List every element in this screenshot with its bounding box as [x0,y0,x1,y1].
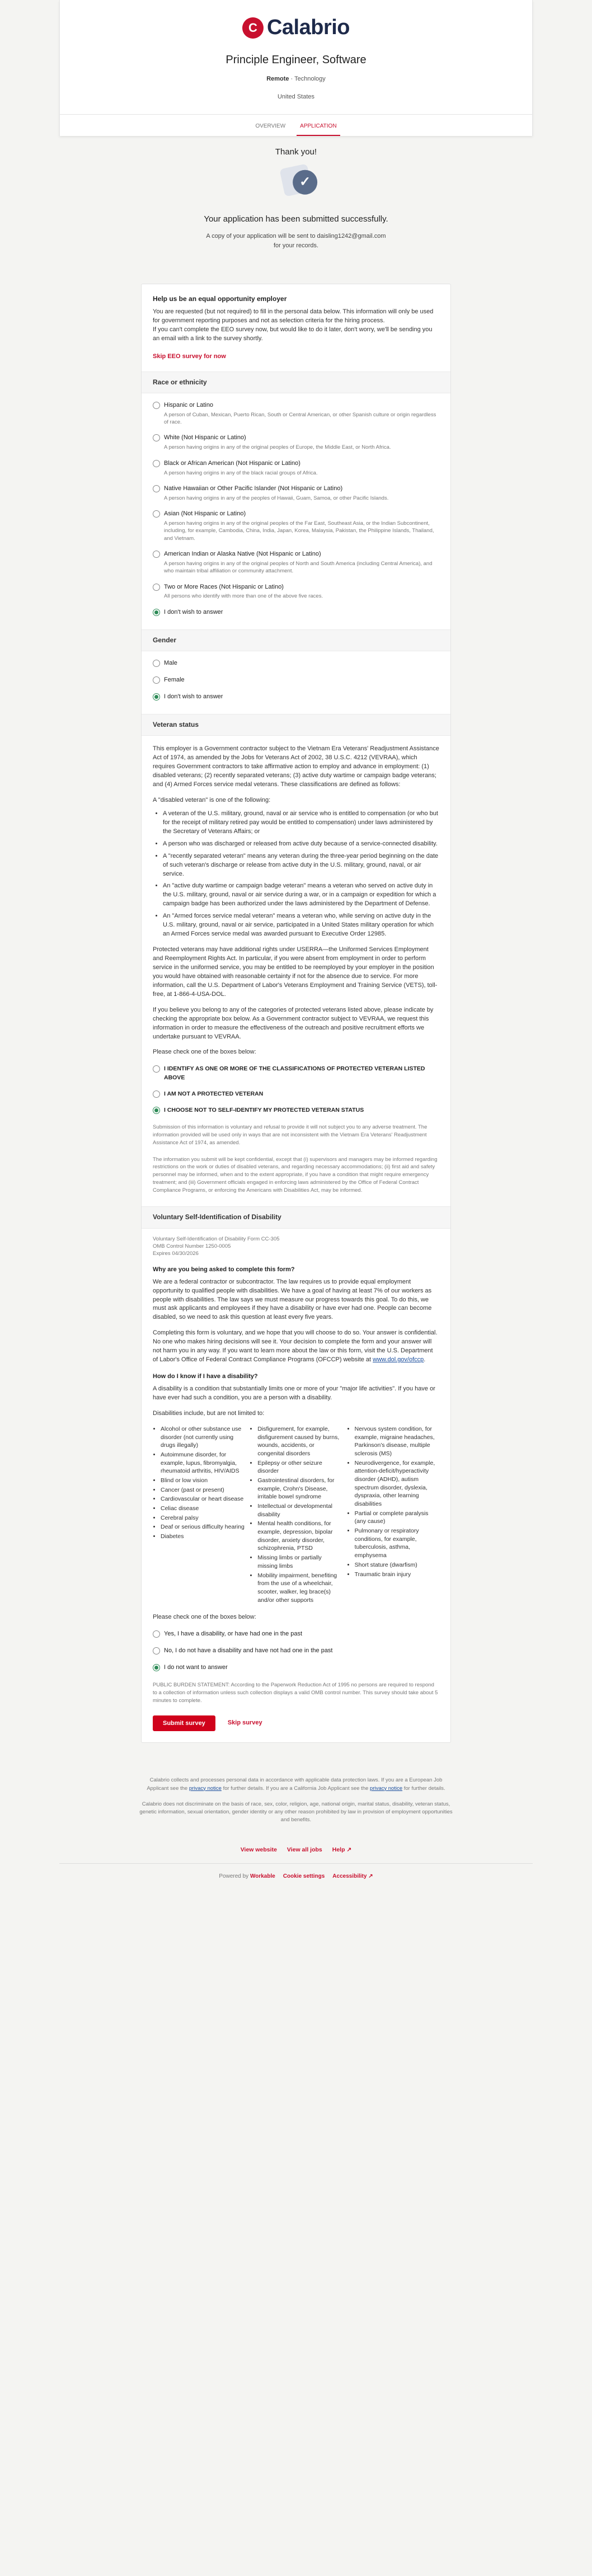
option-label: Female [164,676,185,684]
race-option[interactable] [153,550,439,575]
list-item: • An "Armed forces service medal veteran" means a veteran who, while serving on active duty in the U.S. military, ground, naval or air service, participated in a United States military operation for which an Armed Forces service medal was awarded pursuant to Executive Order 12985. [163,912,439,939]
option-label: American Indian or Alaska Native (Not Hispanic or Latino) [164,551,321,557]
veteran-option-selected[interactable] [153,1106,439,1115]
option-label: Two or More Races (Not Hispanic or Latino) [164,583,284,590]
veteran-options [153,1065,439,1115]
disability-option-selected[interactable] [153,1663,439,1672]
list-item: • Cardiovascular or heart disease [161,1495,245,1503]
job-title: Principle Engineer, Software [225,54,367,67]
option-desc: A person having origins in any of the original peoples of North and South America (including Central America), and who maintain tribal affiliation or community attachment. [164,560,433,575]
option-label: I IDENTIFY AS ONE OR MORE OF THE CLASSIFICATIONS OF PROTECTED VETERAN LISTED ABOVE [164,1065,425,1081]
veteran-p4: If you believe you belong to any of the categories of protected veterans listed above, please indicate by checking the appropriate box below. As a Government contractor subject to VEVRAA, we request this information in order to measure the effectiveness of the outreach and positive recruitment efforts we undertake pursuant to VEVRAA. [153,1006,434,1040]
powered-by-label: Powered by [219,1873,249,1879]
disability-option[interactable] [153,1630,439,1639]
gender-option[interactable] [153,676,439,685]
list-item: • Diabetes [161,1533,245,1541]
tab-overview[interactable]: OVERVIEW [255,123,286,129]
list-item: • Mobility impairment, benefiting from the use of a wheelchair, scooter, walker, leg brace(s) and/or other supports [257,1572,342,1605]
thanks-heading: Thank you! [275,147,317,157]
option-desc: A person having origins in any of the black racial groups of Africa. [164,469,318,476]
list-item: • A "recently separated veteran" means any veteran during the three-year period beginning on the date of such veteran's discharge or release from active duty in the U.S. military, ground, naval, or air service. [163,852,439,879]
omb-number: OMB Control Number 1250-0005 [153,1243,231,1250]
footer-divider [59,1863,533,1864]
disability-form-meta [153,1235,439,1258]
list-item: • Short stature (dwarfism) [355,1561,439,1569]
radio-icon[interactable] [153,402,160,409]
option-label: Native Hawaiian or Other Pacific Islander (Not Hispanic or Latino) [164,485,343,492]
footer [59,1776,533,1881]
list-item: • Disfigurement, for example, disfigurement caused by burns, wounds, accidents, or congenital disorders [257,1425,342,1458]
card-shape [279,163,312,196]
option-label: I AM NOT A PROTECTED VETERAN [164,1090,264,1097]
external-link-icon: ↗ [368,1873,373,1879]
radio-selected-icon[interactable] [153,609,160,616]
radio-icon[interactable] [153,485,160,492]
check-glyph: ✓ [299,174,311,190]
workable-link[interactable]: Workable [250,1873,275,1879]
list-item: • Deaf or serious difficulty hearing [161,1523,245,1531]
disability-list [153,1424,439,1604]
radio-icon[interactable] [153,434,160,441]
race-option-selected[interactable] [153,608,439,617]
disability-options [153,1630,439,1672]
brand-name: Calabrio [266,16,350,39]
skip-eeo-link[interactable]: Skip EEO survey for now [153,352,226,360]
option-label: Asian (Not Hispanic or Latino) [164,510,246,518]
radio-icon[interactable] [153,460,160,467]
option-label: Yes, I have a disability, or have had one in the past [164,1630,303,1638]
list-item: • Mental health conditions, for example, depression, bipolar disorder, anxiety disorder, schizophrenia, PTSD [257,1520,342,1553]
option-desc: All persons who identify with more than one of the above five races. [164,593,323,600]
race-option[interactable] [153,583,439,600]
veteran-p2: A "disabled veteran" is one of the following: [153,796,271,803]
powered-by [219,1873,275,1881]
powered-by-row [59,1873,533,1881]
disability-p1: We are a federal contractor or subcontractor. The law requires us to provide equal employment opportunity to qualified people with disabilities. We have a goal of having at least 7% of our workers as people with disabilities. The law says we must measure our progress towards this goal. To do this, we must ask applicants and employees if they have a disability or have ever had one. People can become disabled, so we need to ask this question at least every five years. [153,1278,432,1321]
privacy-text-b: for further details. If you are a California Job Applicant see the [221,1785,370,1792]
burden-statement: PUBLIC BURDEN STATEMENT: According to the Paperwork Reduction Act of 1995 no persons are required to respond to a collection of information unless such collection displays a valid OMB control number. This survey should take about 5 minutes to complete. [153,1682,438,1704]
cookie-settings-link[interactable]: Cookie settings [283,1873,325,1879]
disability-col-1 [161,1424,245,1604]
list-item: • Missing limbs or partially missing limbs [257,1554,342,1570]
disability-p2 [153,1329,439,1365]
footer-links [59,1846,533,1854]
view-all-jobs-link[interactable]: View all jobs [286,1846,322,1853]
veteran-note-1: Submission of this information is voluntary and refusal to provide it will not subject you to any adverse treatment. The information provided will be used only in ways that are not inconsistent with the Vietnam Era Veterans' Readjustment Assistance Act of 1974, as amended. [153,1124,427,1146]
option-desc: A person having origins in any of the original peoples of the Far East, Southeast Asia, or the Indian Subcontinent, including, for example, Cambodia, China, India, Japan, Korea, Malaysia, Pakistan, the Philippine Islands, Thailand, and Vietnam. [164,520,434,542]
race-option[interactable] [153,434,439,451]
gender-section-heading: Gender [142,629,450,651]
option-desc: A person having origins in any of the peoples of Hawaii, Guam, Samoa, or other Pacific Islands. [164,495,389,501]
option-label: I CHOOSE NOT TO SELF-IDENTIFY MY PROTECTED VETERAN STATUS [164,1107,364,1114]
privacy-text [139,1776,453,1793]
option-label: No, I do not have a disability and have not had one in the past [164,1647,333,1654]
veteran-note-2: The information you submit will be kept confidential, except that (i) supervisors and managers may be informed regarding restrictions on the work or duties of disabled veterans, and regarding necessary accommodations; (ii) first aid and safety personnel may be informed, when and to the extent appropriate, if you have a condition that might require emergency treatment; and (iii) Government officials engaged in enforcing laws administered by the Office of Federal Contract Compliance Programs, or enforcing the Americans with Disabilities Act, may be informed. [153,1156,438,1193]
option-label: White (Not Hispanic or Latino) [164,434,246,441]
race-options [153,401,439,617]
ofccp-link[interactable]: www.dol.gov/ofccp [373,1356,424,1364]
job-remote: Remote [266,76,289,83]
list-item: • Celiac disease [161,1505,245,1513]
list-item: • Autoimmune disorder, for example, lupus, fibromyalgia, rheumatoid arthritis, HIV/AIDS [161,1451,245,1475]
list-item: • Partial or complete paralysis (any cause) [355,1510,439,1526]
radio-icon[interactable] [153,510,160,518]
form-expiry: Expires 04/30/2026 [153,1251,199,1257]
radio-icon[interactable] [153,660,160,667]
eeo-intro-2: If you can't complete the EEO survey now, but would like to do it later, don't worry, we'll be sending you an email with a link to the survey shortly. [153,326,433,342]
job-dept: · Technology [290,76,326,83]
logo-letter: C [248,20,257,35]
radio-selected-icon[interactable] [153,1107,160,1114]
option-label: Hispanic or Latino [164,401,214,408]
option-desc: A person of Cuban, Mexican, Puerto Rican, South or Central American, or other Spanish culture or origin regardless of race. [164,411,436,426]
tab-application[interactable]: APPLICATION [297,119,340,136]
list-item: • Cerebral palsy [161,1514,245,1522]
gender-option-selected[interactable] [153,693,439,702]
list-item: • Traumatic brain injury [355,1571,439,1579]
radio-selected-icon[interactable] [153,1664,160,1671]
disability-option[interactable] [153,1647,439,1656]
list-item: • An "active duty wartime or campaign badge veteran" means a veteran who served on active duty in the U.S. military, ground, naval or air service during a war, or in a campaign or expedition for which a campaign badge has been authorized under the laws administered by the Department of Defense. [163,882,439,909]
race-section-heading: Race or ethnicity [142,372,450,393]
accessibility-label: Accessibility [332,1873,367,1879]
external-link-icon: ↗ [346,1846,352,1853]
list-item: • A veteran of the U.S. military, ground, naval or air service who is entitled to compensation (or who but for the receipt of military retired pay would be entitled to compensation) under laws administered by the Secretary of Veterans Affairs; or [163,810,439,836]
disability-q2: How do I know if I have a disability? [153,1373,258,1380]
disability-col-3 [355,1424,439,1604]
copy-line-1: A copy of your application will be sent to daisling1242@gmail.com [206,233,386,240]
radio-icon[interactable] [153,1090,160,1098]
radio-icon[interactable] [153,551,160,558]
eeo-card [141,284,451,1743]
help-label: Help [332,1846,345,1853]
view-website-link[interactable]: View website [240,1846,277,1853]
list-item: • Pulmonary or respiratory conditions, for example, tuberculosis, asthma, emphysema [355,1527,439,1560]
gender-options [153,659,439,702]
eeo-intro: You are requested (but not required) to fill in the personal data below. This information will only be used for government reporting purposes and not as selection criteria for the hiring process. [153,308,434,324]
privacy-text-c: for further details. [402,1785,445,1792]
list-item: • Cancer (past or present) [161,1486,245,1494]
race-option[interactable] [153,510,439,542]
job-location: United States [277,93,315,101]
tab-bar [60,115,532,136]
list-item: • Alcohol or other substance use disorder (not currently using drugs illegally) [161,1425,245,1450]
privacy-text-a: Calabrio collects and processes personal data in accordance with applicable data protection laws. If you are a European Job Applicant see the [147,1777,443,1792]
privacy-link-ca[interactable]: privacy notice [370,1785,403,1792]
veteran-p3: Protected veterans may have additional rights under USERRA—the Uniformed Services Employment and Reemployment Rights Act. In particular, if you were absent from employment in order to perform service in the uniformed service, you may be entitled to be reemployed by your employer in the position you would have obtained with reasonable certainty if not for the absence due to service. For more information, call the U.S. Department of Labor's Veterans Employment and Training Service (VETS), toll-free, at 1-866-4-USA-DOL. [153,946,438,998]
option-label: Black or African American (Not Hispanic or Latino) [164,459,300,467]
submitted-message: Your application has been submitted successfully. [204,214,388,224]
nondiscrimination-text: Calabrio does not discriminate on the basis of race, sex, color, religion, age, national origin, marital status, disability, veteran status, genetic information, sexual orientation, gender identity or any other reason prohibited by law in provision of employment opportunities and benefits. [139,1801,453,1823]
veteran-prompt: Please check one of the boxes below: [153,1049,256,1056]
submit-survey-button[interactable]: Submit survey [153,1715,215,1731]
radio-icon[interactable] [153,584,160,591]
veteran-section-heading: Veteran status [142,714,450,736]
disability-prompt: Please check one of the boxes below: [153,1614,256,1621]
veteran-definitions [163,810,439,939]
list-item: • A person who was discharged or released from active duty because of a service-connected disability. [163,840,439,849]
radio-icon[interactable] [153,1630,160,1638]
disability-p2-text: Completing this form is voluntary, and we hope that you will choose to do so. Your answer is confidential. No one who makes hiring decisions will see it. Your decision to complete the form and your answer will not harm you in any way. If you want to learn more about the law or this form, visit the U.S. Department of Labor's Office of Federal Contract Compliance Programs (OFCCP) website at [153,1329,438,1364]
disability-section-heading: Voluntary Self-Identification of Disability [142,1206,450,1228]
help-link[interactable] [332,1846,352,1854]
disability-p3: A disability is a condition that substantially limits one or more of your "major life activities". If you have or have ever had such a condition, you are a person with a disability. [153,1385,435,1401]
veteran-p1: This employer is a Government contractor subject to the Vietnam Era Veterans' Readjustment Assistance Act of 1974, as amended by the Jobs for Veterans Act of 2002, 38 U.S.C. 4212 (VEVRAA), which requires Government contractors to take affirmative action to employ and advance in employment: (1) disabled veterans; (2) recently separated veterans; (3) active duty wartime or campaign badge veterans; and (4) Armed Forces service medal veterans. These classifications are defined as follows: [153,745,439,788]
list-item: • Intellectual or developmental disability [257,1502,342,1519]
race-option[interactable] [153,485,439,502]
accessibility-link[interactable] [332,1873,373,1881]
form-id: Voluntary Self-Identification of Disability Form CC-305 [153,1235,280,1242]
disability-col-2 [257,1424,342,1604]
race-option[interactable] [153,459,439,477]
list-item: • Blind or low vision [161,1477,245,1485]
option-label: I don't wish to answer [164,608,223,615]
skip-survey-button[interactable]: Skip survey [227,1719,262,1727]
calabrio-logo-icon [242,17,264,39]
survey-actions [153,1715,439,1731]
gender-option[interactable] [153,659,439,668]
race-option[interactable] [153,401,439,426]
radio-icon[interactable] [153,676,160,684]
copy-note [0,232,592,250]
brand[interactable] [60,0,532,43]
job-meta [60,75,532,84]
copy-line-2: for your records. [273,242,319,249]
radio-selected-icon[interactable] [153,693,160,701]
option-label: Male [164,660,177,667]
option-label: I don't wish to answer [164,693,223,700]
radio-icon[interactable] [153,1065,160,1073]
option-label: I do not want to answer [164,1664,228,1671]
eeo-heading: Help us be an equal opportunity employer [153,295,287,303]
check-icon [293,170,317,194]
success-illustration [0,166,592,194]
veteran-option[interactable] [153,1090,439,1098]
disability-q1: Why are you being asked to complete this form? [153,1266,295,1273]
list-item: • Neurodivergence, for example, attention-deficit/hyperactivity disorder (ADHD), autism spectrum disorder, dyslexia, dyspraxia, other learning disabilities [355,1459,439,1508]
privacy-link-eu[interactable]: privacy notice [189,1785,222,1792]
list-item: • Gastrointestinal disorders, for example, Crohn's Disease, irritable bowel syndrome [257,1477,342,1501]
radio-icon[interactable] [153,1647,160,1654]
veteran-option[interactable] [153,1065,439,1082]
disability-p2-end: . [424,1356,426,1364]
list-item: • Epilepsy or other seizure disorder [257,1459,342,1475]
header [59,0,533,136]
disability-p4: Disabilities include, but are not limited to: [153,1409,265,1417]
option-desc: A person having origins in any of the original peoples of Europe, the Middle East, or North Africa. [164,444,391,451]
list-item: • Nervous system condition, for example, migraine headaches, Parkinson's disease, multiple sclerosis (MS) [355,1425,439,1458]
